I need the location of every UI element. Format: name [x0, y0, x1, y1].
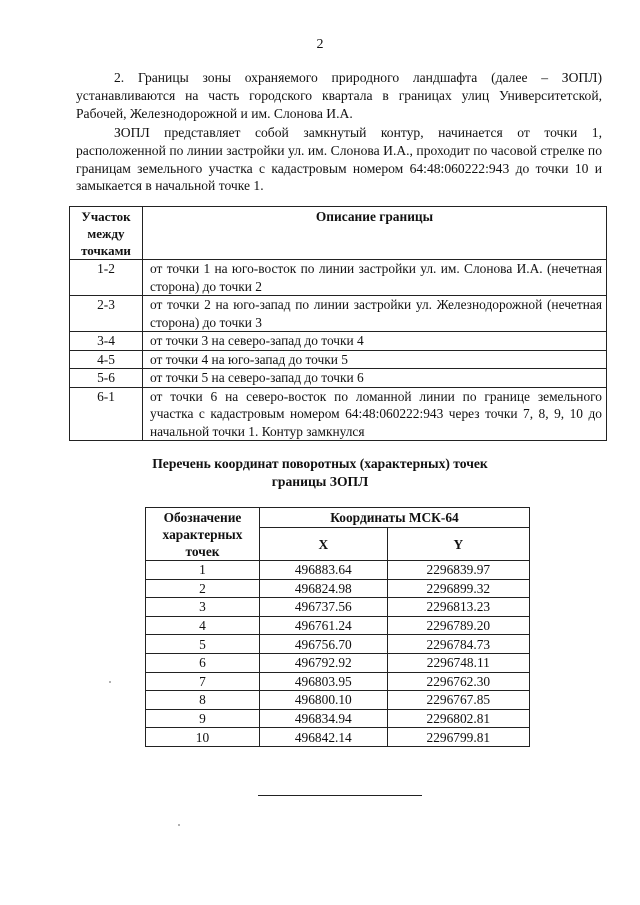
- y-cell: 2296762.30: [387, 672, 529, 691]
- point-cell: 7: [146, 672, 260, 691]
- header-description: Описание границы: [143, 207, 607, 260]
- segment-cell: 6-1: [70, 387, 143, 441]
- scan-speck: [109, 681, 111, 683]
- y-cell: 2296748.11: [387, 653, 529, 672]
- table-row: [146, 672, 530, 691]
- description-cell: от точки 4 на юго-запад до точки 5: [143, 350, 607, 369]
- description-cell: от точки 2 на юго-запад по линии застройки ул. Железнодорожной (нечетная сторона) до точки 3: [143, 296, 607, 332]
- table-row: [146, 691, 530, 710]
- coordinates-title: [0, 455, 640, 491]
- x-cell: 496761.24: [260, 616, 388, 635]
- table-row: [146, 709, 530, 728]
- x-cell: 496883.64: [260, 561, 388, 580]
- x-cell: 496824.98: [260, 579, 388, 598]
- x-cell: 496834.94: [260, 709, 388, 728]
- table-row: [70, 296, 607, 332]
- page-number: 2: [316, 37, 324, 52]
- y-cell: 2296799.81: [387, 728, 529, 747]
- header-segment: Участок между точками: [70, 207, 143, 260]
- description-cell: от точки 3 на северо-запад до точки 4: [143, 332, 607, 351]
- description-cell: от точки 1 на юго-восток по линии застройки ул. им. Слонова И.А. (нечетная сторона) до точки 2: [143, 260, 607, 296]
- header-x: X: [260, 528, 388, 561]
- point-cell: 1: [146, 561, 260, 580]
- y-cell: 2296899.32: [387, 579, 529, 598]
- segment-cell: 4-5: [70, 350, 143, 369]
- table-row: [70, 387, 607, 441]
- coordinates-table: [145, 507, 530, 747]
- table-row: [70, 350, 607, 369]
- y-cell: 2296839.97: [387, 561, 529, 580]
- y-cell: 2296813.23: [387, 598, 529, 617]
- header-point: Обозначение характерных точек: [146, 508, 260, 561]
- point-cell: 2: [146, 579, 260, 598]
- table-row: [146, 635, 530, 654]
- table-row: [70, 332, 607, 351]
- description-cell: от точки 6 на северо-восток по ломанной линии по границе земельного участка с кадастровым номером 64:48:060222:943 через точки 7, 8, 9, 10 до начальной точки 1. Контур замкнулся: [143, 387, 607, 441]
- footer-divider: [258, 795, 422, 796]
- segment-cell: 2-3: [70, 296, 143, 332]
- point-cell: 10: [146, 728, 260, 747]
- header-coordinates: Координаты МСК-64: [260, 508, 530, 528]
- point-cell: 4: [146, 616, 260, 635]
- table-row: [146, 728, 530, 747]
- x-cell: 496756.70: [260, 635, 388, 654]
- y-cell: 2296802.81: [387, 709, 529, 728]
- table-row: [146, 616, 530, 635]
- point-cell: 9: [146, 709, 260, 728]
- coordinates-title-line2: границы ЗОПЛ: [271, 474, 369, 489]
- table-row: [146, 561, 530, 580]
- paragraph-contour: ЗОПЛ представляет собой замкнутый контур, начинается от точки 1, расположенной по линии застройки ул. им. Слонова И.А., проходит по часовой стрелке по границам земельного участка с кадастровым номером 64:48:060222:943 до точки 10 и замыкается в начальной точке 1.: [76, 125, 602, 194]
- point-cell: 6: [146, 653, 260, 672]
- point-cell: 8: [146, 691, 260, 710]
- x-cell: 496800.10: [260, 691, 388, 710]
- scan-speck: [178, 824, 180, 826]
- border-description-table: [69, 206, 607, 441]
- x-cell: 496792.92: [260, 653, 388, 672]
- coordinates-title-line1: Перечень координат поворотных (характерных) точек: [152, 456, 488, 471]
- y-cell: 2296767.85: [387, 691, 529, 710]
- point-cell: 3: [146, 598, 260, 617]
- y-cell: 2296784.73: [387, 635, 529, 654]
- x-cell: 496803.95: [260, 672, 388, 691]
- description-cell: от точки 5 на северо-запад до точки 6: [143, 369, 607, 388]
- segment-cell: 5-6: [70, 369, 143, 388]
- segment-cell: 1-2: [70, 260, 143, 296]
- table-row: [146, 598, 530, 617]
- header-y: Y: [387, 528, 529, 561]
- table-row: [70, 369, 607, 388]
- table-row: [146, 653, 530, 672]
- segment-cell: 3-4: [70, 332, 143, 351]
- border-table-header-row: [70, 207, 607, 260]
- x-cell: 496842.14: [260, 728, 388, 747]
- y-cell: 2296789.20: [387, 616, 529, 635]
- table-row: [146, 579, 530, 598]
- point-cell: 5: [146, 635, 260, 654]
- table-row: [70, 260, 607, 296]
- coords-header-row: [146, 508, 530, 528]
- paragraph-boundaries: 2. Границы зоны охраняемого природного ландшафта (далее – ЗОПЛ) устанавливаются на часть городского квартала в границах улиц Университетской, Рабочей, Железнодорожной и им. Слонова И.А.: [76, 70, 602, 121]
- x-cell: 496737.56: [260, 598, 388, 617]
